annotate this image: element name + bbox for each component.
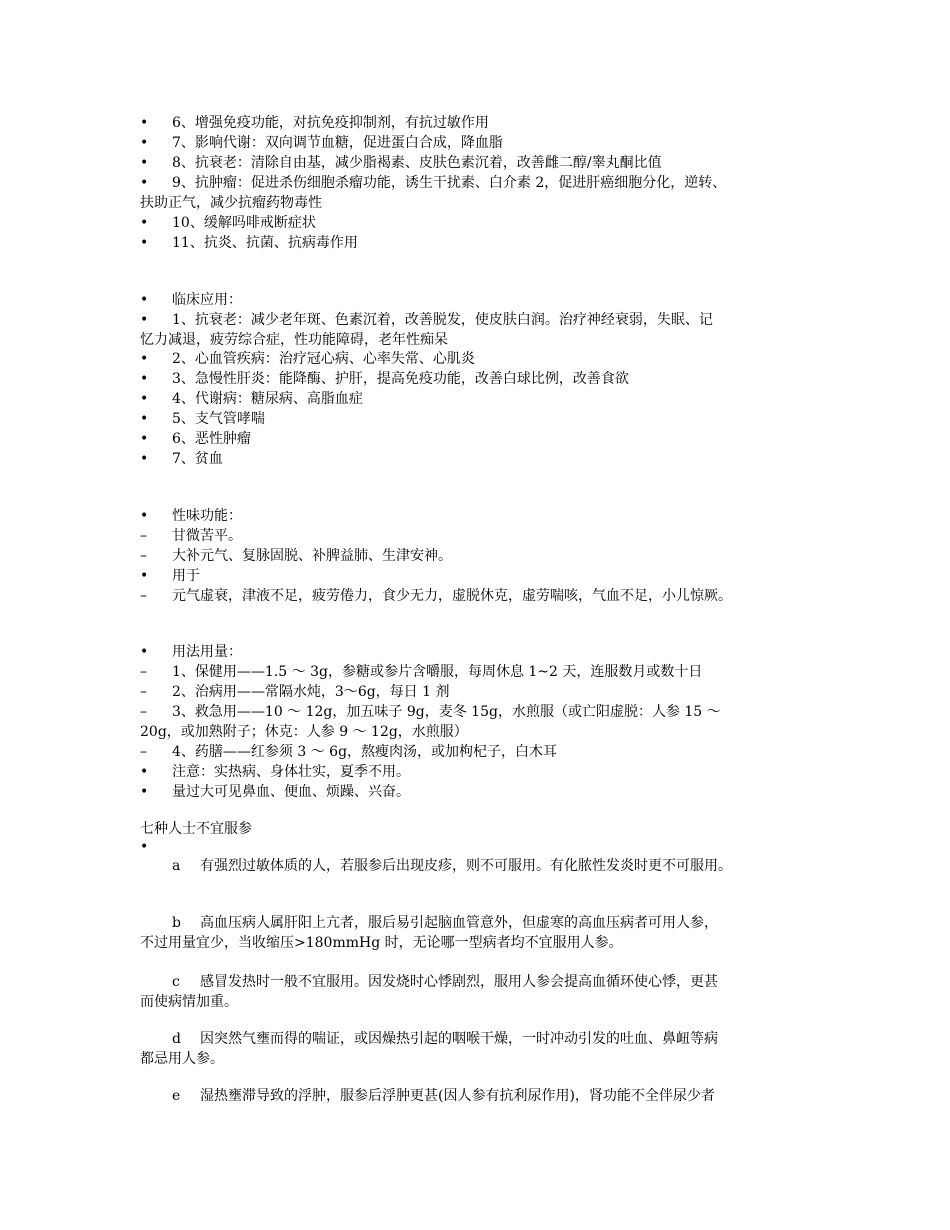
dash-marker: –: [140, 588, 147, 604]
section-heading: 性味功能：: [172, 508, 242, 524]
section-title: 七种人士不宜服参: [140, 821, 252, 837]
paragraph-text: 因突然气壅而得的喘证，或因燥热引起的咽喉干燥，一时冲动引发的吐血、鼻衄等病: [200, 1031, 718, 1047]
list-item-text: 6、增强免疫功能，对抗免疫抑制剂，有抗过敏作用: [172, 115, 489, 131]
paragraph-letter: b: [172, 915, 181, 931]
paragraph-letter: a: [172, 858, 181, 874]
list-item-text: 用于: [172, 568, 200, 584]
bullet-marker: •: [140, 115, 149, 131]
list-item-text: 3、急慢性肝炎：能降酶、护肝，提高免疫功能，改善白球比例，改善食欲: [172, 371, 629, 387]
dash-marker: –: [140, 744, 147, 760]
dash-marker: –: [140, 664, 147, 680]
list-item-continuation: 扶助正气，减少抗瘤药物毒性: [140, 195, 322, 211]
bullet-marker: •: [140, 292, 149, 308]
bullet-marker: •: [140, 508, 149, 524]
list-item-continuation: 20g，或加熟附子；休克：人参 9 ～ 12g，水煎服）: [140, 724, 468, 740]
paragraph-letter: e: [172, 1088, 181, 1104]
bullet-marker: •: [140, 155, 149, 171]
paragraph-continuation: 而使病情加重。: [140, 994, 238, 1010]
list-item-text: 11、抗炎、抗菌、抗病毒作用: [172, 235, 358, 251]
list-item-text: 2、治病用——常隔水炖，3～6g，每日 1 剂: [172, 684, 450, 700]
bullet-marker: •: [140, 215, 149, 231]
bullet-marker: •: [140, 312, 149, 328]
dash-marker: –: [140, 704, 147, 720]
list-item-text: 6、恶性肿瘤: [172, 431, 251, 447]
paragraph-text: 高血压病人属肝阳上亢者，服后易引起脑血管意外，但虚寒的高血压病者可用人参，: [200, 915, 718, 931]
paragraph-text: 有强烈过敏体质的人，若服参后出现皮疹，则不可服用。有化脓性发炎时更不可服用。: [200, 858, 732, 874]
bullet-marker: •: [140, 351, 149, 367]
bullet-marker: •: [140, 175, 149, 191]
list-item-text: 9、抗肿瘤：促进杀伤细胞杀瘤功能，诱生干扰素、白介素 2，促进肝癌细胞分化，逆转、: [172, 175, 727, 191]
paragraph-text: 感冒发热时一般不宜服用。因发烧时心悸剧烈，服用人参会提高血循环使心悸，更甚: [200, 974, 718, 990]
list-item-text: 2、心血管疾病：治疗冠心病、心率失常、心肌炎: [172, 351, 475, 367]
list-item-text: 1、抗衰老：减少老年斑、色素沉着，改善脱发，使皮肤白润。治疗神经衰弱，失眠、记: [172, 312, 713, 328]
bullet-marker: •: [140, 839, 149, 855]
bullet-marker: •: [140, 764, 149, 780]
bullet-marker: •: [140, 371, 149, 387]
bullet-marker: •: [140, 784, 149, 800]
paragraph-text: 湿热壅滞导致的浮肿，服参后浮肿更甚(因人参有抗利尿作用)，肾功能不全伴尿少者: [200, 1088, 715, 1104]
list-item-text: 1、保健用——1.5 ～ 3g，参糖或参片含嚼服，每周休息 1~2 天，连服数月或数十日: [172, 664, 703, 680]
paragraph-letter: c: [172, 974, 180, 990]
list-item-text: 10、缓解吗啡戒断症状: [172, 215, 316, 231]
paragraph-continuation: 都忌用人参。: [140, 1051, 224, 1067]
list-item-continuation: 忆力减退，疲劳综合症，性功能障碍，老年性痴呆: [140, 332, 448, 348]
section-heading: 用法用量：: [172, 644, 242, 660]
dash-marker: –: [140, 548, 147, 564]
section-heading: 临床应用：: [172, 292, 242, 308]
bullet-marker: •: [140, 411, 149, 427]
paragraph-continuation: 不过用量宜少，当收缩压>180mmHg 时，无论哪一型病者均不宜服用人参。: [140, 935, 623, 951]
bullet-marker: •: [140, 235, 149, 251]
list-item-text: 5、支气管哮喘: [172, 411, 265, 427]
dash-marker: –: [140, 684, 147, 700]
list-item-text: 4、药膳——红参须 3 ～ 6g，熬瘦肉汤，或加枸杞子，白木耳: [172, 744, 558, 760]
list-item-text: 注意：实热病、身体壮实，夏季不用。: [172, 764, 410, 780]
list-item-text: 7、影响代谢：双向调节血糖，促进蛋白合成，降血脂: [172, 135, 503, 151]
bullet-marker: •: [140, 451, 149, 467]
bullet-marker: •: [140, 644, 149, 660]
paragraph-letter: d: [172, 1031, 181, 1047]
list-item-text: 甘微苦平。: [172, 528, 242, 544]
list-item-text: 量过大可见鼻血、便血、烦躁、兴奋。: [172, 784, 410, 800]
dash-marker: –: [140, 528, 147, 544]
list-item-text: 8、抗衰老：清除自由基，减少脂褐素、皮肤色素沉着，改善雌二醇/睾丸酮比值: [172, 155, 662, 171]
bullet-marker: •: [140, 431, 149, 447]
list-item-text: 7、贫血: [172, 451, 223, 467]
list-item-text: 3、救急用——10 ～ 12g，加五味子 9g，麦冬 15g，水煎服（或亡阳虚脱：人参 15 ～: [172, 704, 721, 720]
list-item-text: 大补元气、复脉固脱、补脾益肺、生津安神。: [172, 548, 452, 564]
list-item-text: 4、代谢病：糖尿病、高脂血症: [172, 391, 363, 407]
bullet-marker: •: [140, 135, 149, 151]
bullet-marker: •: [140, 568, 149, 584]
list-item-text: 元气虚衰，津液不足，疲劳倦力，食少无力，虚脱休克，虚劳喘咳，气血不足，小儿惊厥。: [172, 588, 732, 604]
bullet-marker: •: [140, 391, 149, 407]
